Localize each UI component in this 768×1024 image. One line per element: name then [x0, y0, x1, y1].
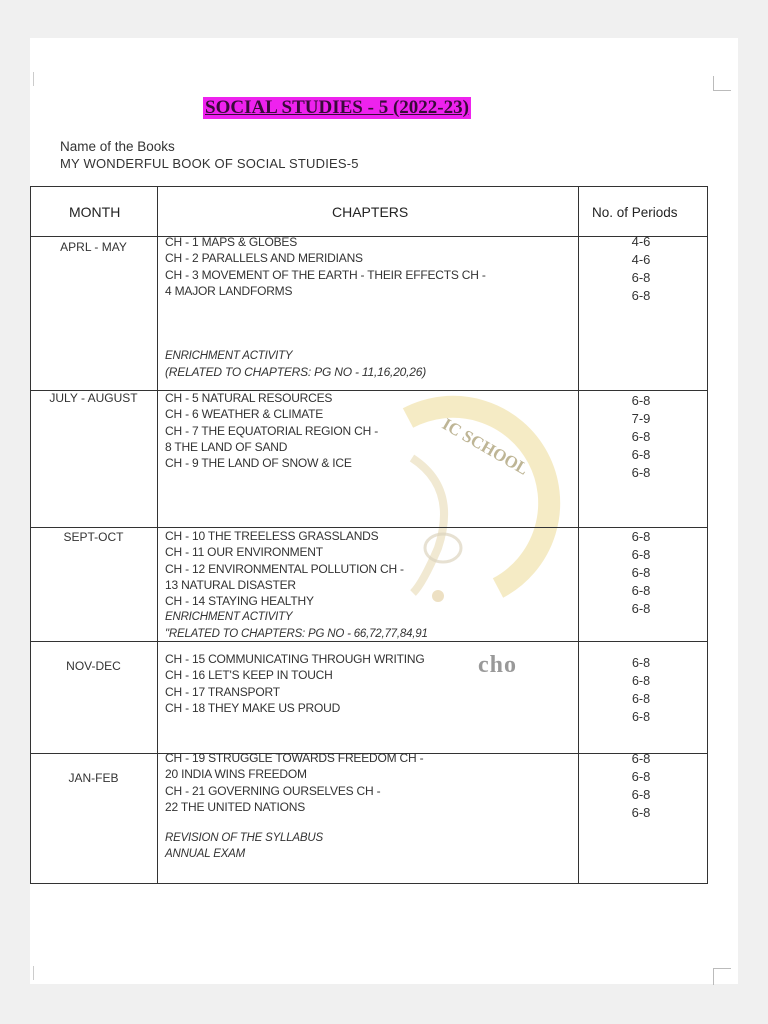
chapter-line: 20 INDIA WINS FREEDOM — [165, 767, 307, 782]
period-value: 4-6 — [631, 252, 651, 267]
period-value: 6-8 — [631, 429, 651, 444]
row-month: JAN-FEB — [68, 771, 119, 785]
crop-mark-top-left — [33, 72, 34, 86]
watermark-text: IC SCHOOL — [439, 414, 532, 479]
period-value: 6-8 — [631, 769, 651, 784]
crop-mark-bottom-right — [713, 968, 731, 985]
chapter-line: CH - 10 THE TREELESS GRASSLANDS — [165, 529, 379, 543]
chapter-line: 4 MAJOR LANDFORMS — [165, 283, 293, 298]
document-title: SOCIAL STUDIES - 5 (2022-23) — [205, 97, 469, 118]
period-value: 6-8 — [631, 805, 651, 820]
period-value: 6-8 — [631, 270, 651, 285]
header-month: MONTH — [69, 204, 121, 220]
chapter-line: CH - 14 STAYING HEALTHY — [165, 594, 314, 609]
row-notes — [165, 830, 323, 863]
header-chapters: CHAPTERS — [332, 204, 409, 220]
row-chapters — [165, 750, 423, 815]
chapter-line: CH - 15 COMMUNICATING THROUGH WRITING — [165, 652, 425, 666]
period-value: 6-8 — [631, 465, 651, 480]
period-value: 6-8 — [631, 674, 651, 688]
stamp-text: cho — [478, 652, 517, 678]
chapter-line: CH - 16 LET'S KEEP IN TOUCH — [165, 668, 333, 683]
period-value: 6-8 — [631, 692, 651, 706]
row-chapters — [165, 390, 378, 471]
period-value: 4-6 — [631, 234, 651, 249]
period-value: 6-8 — [631, 529, 651, 544]
table-border-top — [30, 186, 708, 187]
note-line: "RELATED TO CHAPTERS: PG NO - 66,72,77,84,91 — [165, 627, 428, 640]
period-value: 6-8 — [631, 751, 651, 766]
chapter-line: CH - 6 WEATHER & CLIMATE — [165, 407, 324, 422]
books-label: Name of the Books — [60, 139, 175, 154]
chapter-line: CH - 2 PARALLELS AND MERIDIANS — [165, 251, 363, 266]
row-month: JULY - AUGUST — [49, 391, 138, 405]
header-periods: No. of Periods — [592, 205, 678, 220]
note-line: (RELATED TO CHAPTERS: PG NO - 11,16,20,26) — [165, 365, 427, 380]
note-line: REVISION OF THE SYLLABUS — [165, 832, 323, 844]
chapter-line: CH - 18 THEY MAKE US PROUD — [165, 700, 341, 715]
chapter-line: CH - 3 MOVEMENT OF THE EARTH - THEIR EFFECTS CH - — [165, 267, 486, 282]
note-line: ANNUAL EXAM — [165, 848, 246, 861]
chapter-line: 8 THE LAND OF SAND — [165, 439, 288, 454]
period-value: 6-8 — [631, 601, 651, 616]
chapter-line: CH - 11 OUR ENVIRONMENT — [165, 545, 323, 560]
column-divider — [157, 186, 158, 884]
period-value: 6-8 — [631, 393, 651, 408]
period-value: 6-8 — [631, 787, 651, 802]
row-periods — [600, 654, 682, 726]
row-chapters — [165, 528, 428, 642]
chapter-line: 13 NATURAL DISASTER — [165, 577, 296, 592]
period-value: 6-8 — [631, 547, 651, 562]
row-month: APRL - MAY — [60, 240, 127, 254]
chapter-line: CH - 5 NATURAL RESOURCES — [165, 391, 333, 405]
row-notes — [165, 348, 426, 381]
books-name: MY WONDERFUL BOOK OF SOCIAL STUDIES-5 — [60, 156, 359, 171]
row-month: SEPT-OCT — [63, 530, 124, 544]
period-value: 6-8 — [631, 583, 651, 598]
table-border-right — [707, 186, 708, 884]
crop-mark-top-right — [713, 76, 731, 91]
note-line: ENRICHMENT ACTIVITY — [165, 350, 293, 362]
document-page — [30, 38, 738, 984]
period-value: 7-9 — [631, 411, 651, 426]
row-periods — [600, 233, 682, 305]
row-periods — [600, 750, 682, 822]
chapter-line: CH - 17 TRANSPORT — [165, 684, 280, 699]
row-chapters — [165, 651, 424, 716]
chapter-line: CH - 1 MAPS & GLOBES — [165, 235, 298, 249]
period-value: 6-8 — [631, 710, 651, 724]
chapter-line: CH - 19 STRUGGLE TOWARDS FREEDOM CH - — [165, 751, 424, 765]
row-periods — [600, 392, 682, 482]
period-value: 6-8 — [631, 656, 651, 670]
column-divider — [578, 186, 579, 884]
row-month: NOV-DEC — [66, 659, 121, 673]
row-periods — [600, 528, 682, 618]
chapter-line: CH - 12 ENVIRONMENTAL POLLUTION CH - — [165, 561, 404, 576]
note-line: ENRICHMENT ACTIVITY — [165, 611, 293, 624]
crop-mark-bottom-left — [33, 966, 34, 980]
chapter-line: CH - 21 GOVERNING OURSELVES CH - — [165, 783, 381, 798]
period-value: 6-8 — [631, 288, 651, 303]
chapter-line: 22 THE UNITED NATIONS — [165, 799, 306, 814]
chapter-line: CH - 9 THE LAND OF SNOW & ICE — [165, 456, 352, 471]
period-value: 6-8 — [631, 447, 651, 462]
table-border-bottom — [30, 883, 708, 884]
period-value: 6-8 — [631, 565, 651, 580]
row-chapters — [165, 234, 486, 299]
chapter-line: CH - 7 THE EQUATORIAL REGION CH - — [165, 423, 378, 438]
